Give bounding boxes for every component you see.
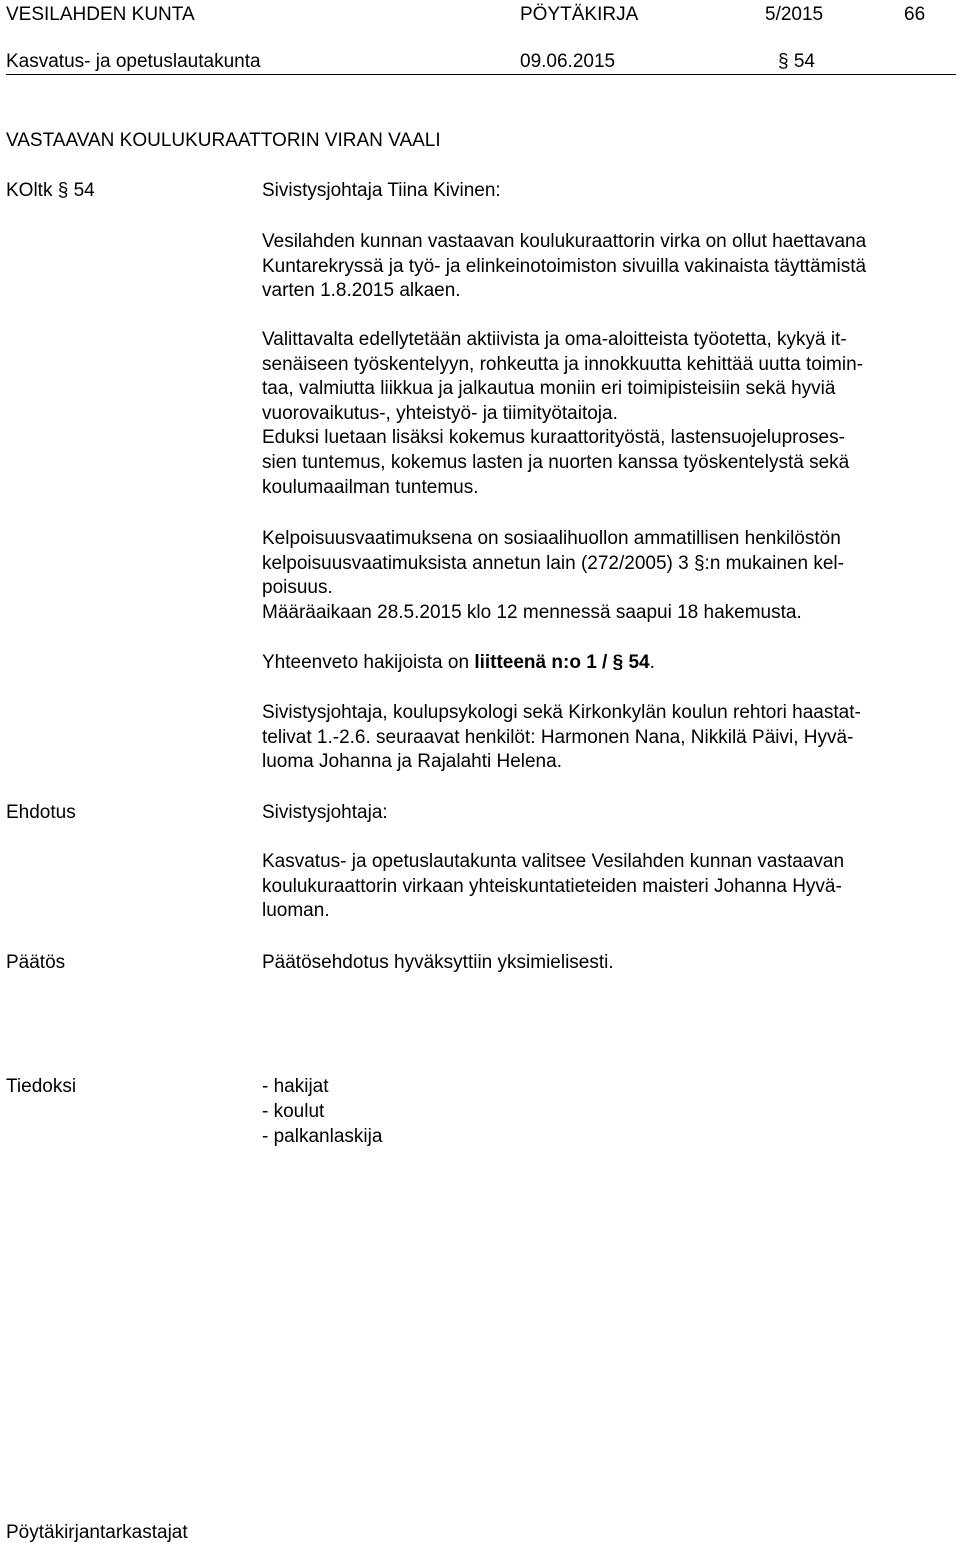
text-line: Kuntarekryssä ja työ- ja elinkeinotoimiston sivuilla vakinaista täyttämistä [262, 255, 867, 277]
text-line: koulumaailman tuntemus. [262, 476, 479, 498]
text-line: Kelpoisuusvaatimuksena on sosiaalihuollon ammatillisen henkilöstön [262, 528, 841, 549]
text-span: Yhteenveto hakijoista on [262, 652, 475, 673]
text-line: telivat 1.-2.6. seuraavat henkilöt: Harmonen Nana, Nikkilä Päivi, Hyvä- [262, 726, 854, 748]
list-item: - koulut [262, 1101, 325, 1122]
text-line: luoma Johanna ja Rajalahti Helena. [262, 751, 562, 773]
text-line: sien tuntemus, kokemus lasten ja nuorten kanssa työskentelystä sekä [262, 451, 850, 473]
presenter: Sivistysjohtaja Tiina Kivinen: [262, 180, 501, 201]
text-line: Eduksi luetaan lisäksi kokemus kuraattorityöstä, lastensuojeluproses- [262, 427, 845, 449]
paragraph-interviews [262, 701, 952, 775]
document-number: 5/2015 [765, 4, 824, 25]
text-line: koulukuraattorin virkaan yhteiskuntatieteiden maisteri Johanna Hyvä- [262, 875, 842, 897]
text-span: . [649, 652, 655, 673]
text-line: Valittavalta edellytetään aktiivista ja oma-aloitteista työotetta, kykyä it- [262, 329, 847, 350]
info-label: Tiedoksi [6, 1076, 77, 1097]
attachment-reference: liitteenä n:o 1 / § 54 [474, 652, 650, 673]
text-line: Määräaikaan 28.5.2015 klo 12 mennessä saapui 18 hakemusta. [262, 601, 802, 623]
text-line: taa, valmiutta liikkua ja jalkautua moniin eri toimipisteisiin sekä hyviä [262, 378, 836, 400]
paragraph-summary [262, 651, 952, 676]
board-reference: KOltk § 54 [6, 180, 95, 201]
agenda-title: VASTAAVAN KOULUKURAATTORIN VIRAN VAALI [6, 130, 441, 151]
municipality-name: VESILAHDEN KUNTA [6, 4, 195, 25]
board-name: Kasvatus- ja opetuslautakunta [6, 51, 261, 72]
proposal-presenter: Sivistysjohtaja: [262, 802, 388, 823]
text-line: kelpoisuusvaatimuksista annetun lain (272/2005) 3 §:n mukainen kel- [262, 552, 844, 574]
decision-label: Päätös [6, 952, 66, 973]
document-type: PÖYTÄKIRJA [520, 4, 639, 25]
meeting-date: 09.06.2015 [520, 51, 616, 72]
decision-text: Päätösehdotus hyväksyttiin yksimielisesti. [262, 952, 614, 973]
text-line: Vesilahden kunnan vastaavan koulukuraattorin virka on ollut haettavana [262, 231, 867, 252]
section-number: § 54 [778, 51, 815, 72]
proposal-text [262, 850, 952, 924]
text-line: Sivistysjohtaja, koulupsykologi sekä Kirkonkylän koulun rehtori haastat- [262, 702, 861, 723]
recipient-list [262, 1074, 952, 1149]
text-line: senäiseen työskentelyyn, rohkeutta ja innokkuutta kehittää uutta toimin- [262, 353, 863, 375]
header-divider [6, 74, 956, 75]
text-line: varten 1.8.2015 alkaen. [262, 280, 461, 302]
paragraph-vacancy [262, 230, 952, 304]
text-line: poisuus. [262, 577, 333, 599]
proposal-label: Ehdotus [6, 802, 76, 823]
page-number: 66 [904, 4, 926, 25]
paragraph-requirements [262, 328, 952, 500]
text-line: Kasvatus- ja opetuslautakunta valitsee Vesilahden kunnan vastaavan [262, 851, 845, 872]
paragraph-qualifications [262, 527, 952, 625]
list-item: - hakijat [262, 1076, 329, 1097]
text-line: luoman. [262, 900, 330, 922]
footer-label: Pöytäkirjantarkastajat [6, 1522, 188, 1543]
text-line: vuorovaikutus-, yhteistyö- ja tiimityötaitoja. [262, 402, 618, 424]
list-item: - palkanlaskija [262, 1126, 383, 1147]
